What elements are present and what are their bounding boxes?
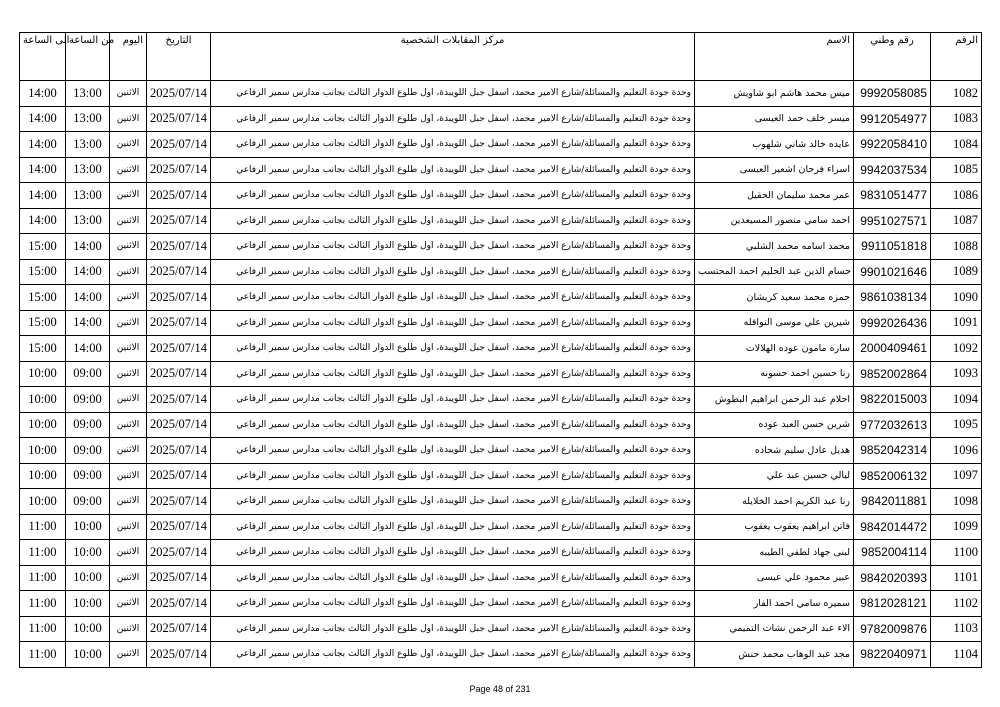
cell-center: وحدة جودة التعليم والمسائلة/شارع الامير محمد، اسفل جبل اللويبدة، اول طلوع الدوار الثالث بجانب مدارس سمير الرفاعي <box>211 616 695 642</box>
cell-center: وحدة جودة التعليم والمسائلة/شارع الامير محمد، اسفل جبل اللويبدة، اول طلوع الدوار الثالث بجانب مدارس سمير الرفاعي <box>211 336 695 362</box>
cell-to-time: 11:00 <box>20 540 66 566</box>
cell-date: 2025/07/14 <box>147 514 211 540</box>
cell-from-time: 09:00 <box>66 361 110 387</box>
cell-from-time: 13:00 <box>66 208 110 234</box>
cell-national-id: 9992058085 <box>854 81 931 107</box>
cell-number: 1097 <box>931 463 982 489</box>
table-row <box>20 106 982 132</box>
cell-national-id: 9842020393 <box>854 565 931 591</box>
cell-from-time: 14:00 <box>66 336 110 362</box>
cell-national-id: 9852042314 <box>854 438 931 464</box>
cell-national-id: 9861038134 <box>854 285 931 311</box>
cell-name: شرين حسن العبد عوده <box>695 412 854 438</box>
cell-date: 2025/07/14 <box>147 565 211 591</box>
table-row <box>20 183 982 209</box>
cell-date: 2025/07/14 <box>147 412 211 438</box>
cell-national-id: 9812028121 <box>854 591 931 617</box>
cell-date: 2025/07/14 <box>147 361 211 387</box>
table-row <box>20 336 982 362</box>
cell-national-id: 9772032613 <box>854 412 931 438</box>
header-day: اليوم <box>110 33 147 81</box>
cell-name: عبير محمود علي عيسى <box>695 565 854 591</box>
cell-from-time: 10:00 <box>66 642 110 668</box>
cell-from-time: 09:00 <box>66 412 110 438</box>
cell-number: 1089 <box>931 259 982 285</box>
cell-date: 2025/07/14 <box>147 310 211 336</box>
cell-day: الاثنين <box>110 412 147 438</box>
cell-from-time: 13:00 <box>66 183 110 209</box>
cell-from-time: 14:00 <box>66 285 110 311</box>
cell-name: اسراء فرحان اشعير العيسى <box>695 157 854 183</box>
cell-name: ميسر خلف حمد العيسى <box>695 106 854 132</box>
cell-name: مجد عبد الوهاب محمد حنش <box>695 642 854 668</box>
cell-name: عايده خالد شاني شلهوب <box>695 132 854 158</box>
cell-number: 1100 <box>931 540 982 566</box>
cell-date: 2025/07/14 <box>147 183 211 209</box>
cell-center: وحدة جودة التعليم والمسائلة/شارع الامير محمد، اسفل جبل اللويبدة، اول طلوع الدوار الثالث بجانب مدارس سمير الرفاعي <box>211 81 695 107</box>
cell-day: الاثنين <box>110 463 147 489</box>
cell-name: رنا عبد الكريم احمد الخلايله <box>695 489 854 515</box>
cell-name: احلام عبد الرحمن ابراهيم البطوش <box>695 387 854 413</box>
cell-center: وحدة جودة التعليم والمسائلة/شارع الامير محمد، اسفل جبل اللويبدة، اول طلوع الدوار الثالث بجانب مدارس سمير الرفاعي <box>211 540 695 566</box>
cell-national-id: 9831051477 <box>854 183 931 209</box>
cell-number: 1090 <box>931 285 982 311</box>
cell-number: 1098 <box>931 489 982 515</box>
cell-day: الاثنين <box>110 336 147 362</box>
table-row <box>20 81 982 107</box>
cell-number: 1091 <box>931 310 982 336</box>
cell-name: شيرين علي موسى النوافله <box>695 310 854 336</box>
header-national-id: رقم وطني <box>854 33 931 81</box>
cell-number: 1088 <box>931 234 982 260</box>
table-row <box>20 361 982 387</box>
cell-date: 2025/07/14 <box>147 259 211 285</box>
cell-name: الاء عبد الرحمن نشات التميمي <box>695 616 854 642</box>
cell-national-id: 9782009876 <box>854 616 931 642</box>
table-row <box>20 616 982 642</box>
cell-date: 2025/07/14 <box>147 106 211 132</box>
cell-date: 2025/07/14 <box>147 234 211 260</box>
cell-number: 1093 <box>931 361 982 387</box>
cell-number: 1104 <box>931 642 982 668</box>
cell-name: ساره مامون عوده الهلالات <box>695 336 854 362</box>
cell-date: 2025/07/14 <box>147 540 211 566</box>
header-name: الاسم <box>695 33 854 81</box>
cell-number: 1087 <box>931 208 982 234</box>
cell-date: 2025/07/14 <box>147 157 211 183</box>
cell-center: وحدة جودة التعليم والمسائلة/شارع الامير محمد، اسفل جبل اللويبدة، اول طلوع الدوار الثالث بجانب مدارس سمير الرفاعي <box>211 489 695 515</box>
cell-name: حسام الدين عبد الحليم احمد المحتسب <box>695 259 854 285</box>
cell-center: وحدة جودة التعليم والمسائلة/شارع الامير محمد، اسفل جبل اللويبدة، اول طلوع الدوار الثالث بجانب مدارس سمير الرفاعي <box>211 132 695 158</box>
cell-day: الاثنين <box>110 208 147 234</box>
cell-center: وحدة جودة التعليم والمسائلة/شارع الامير محمد، اسفل جبل اللويبدة، اول طلوع الدوار الثالث بجانب مدارس سمير الرفاعي <box>211 361 695 387</box>
cell-day: الاثنين <box>110 361 147 387</box>
cell-name: محمد اسامه محمد الشلبي <box>695 234 854 260</box>
cell-national-id: 9992026436 <box>854 310 931 336</box>
cell-to-time: 14:00 <box>20 106 66 132</box>
cell-to-time: 14:00 <box>20 81 66 107</box>
cell-center: وحدة جودة التعليم والمسائلة/شارع الامير محمد، اسفل جبل اللويبدة، اول طلوع الدوار الثالث بجانب مدارس سمير الرفاعي <box>211 463 695 489</box>
cell-name: حمزه محمد سعيد كريشان <box>695 285 854 311</box>
cell-from-time: 10:00 <box>66 565 110 591</box>
cell-to-time: 11:00 <box>20 514 66 540</box>
cell-center: وحدة جودة التعليم والمسائلة/شارع الامير محمد، اسفل جبل اللويبدة، اول طلوع الدوار الثالث بجانب مدارس سمير الرفاعي <box>211 642 695 668</box>
cell-number: 1086 <box>931 183 982 209</box>
cell-center: وحدة جودة التعليم والمسائلة/شارع الامير محمد، اسفل جبل اللويبدة، اول طلوع الدوار الثالث بجانب مدارس سمير الرفاعي <box>211 565 695 591</box>
cell-to-time: 14:00 <box>20 157 66 183</box>
cell-center: وحدة جودة التعليم والمسائلة/شارع الامير محمد، اسفل جبل اللويبدة، اول طلوع الدوار الثالث بجانب مدارس سمير الرفاعي <box>211 157 695 183</box>
cell-to-time: 10:00 <box>20 489 66 515</box>
cell-name: ليالي حسين عبد علي <box>695 463 854 489</box>
table-row <box>20 514 982 540</box>
table-row <box>20 157 982 183</box>
table-row <box>20 310 982 336</box>
cell-day: الاثنين <box>110 183 147 209</box>
cell-number: 1094 <box>931 387 982 413</box>
cell-name: احمد سامي منصور المسيعدين <box>695 208 854 234</box>
cell-from-time: 14:00 <box>66 259 110 285</box>
cell-number: 1095 <box>931 412 982 438</box>
cell-from-time: 10:00 <box>66 514 110 540</box>
cell-number: 1085 <box>931 157 982 183</box>
header-from-time: من الساعة <box>66 33 110 81</box>
cell-date: 2025/07/14 <box>147 81 211 107</box>
cell-from-time: 09:00 <box>66 489 110 515</box>
cell-from-time: 10:00 <box>66 591 110 617</box>
cell-national-id: 9912054977 <box>854 106 931 132</box>
cell-national-id: 9942037534 <box>854 157 931 183</box>
cell-national-id: 9852002864 <box>854 361 931 387</box>
table-row <box>20 642 982 668</box>
cell-national-id: 9822015003 <box>854 387 931 413</box>
cell-national-id: 9842011881 <box>854 489 931 515</box>
cell-to-time: 11:00 <box>20 591 66 617</box>
table-row <box>20 489 982 515</box>
cell-day: الاثنين <box>110 387 147 413</box>
cell-day: الاثنين <box>110 438 147 464</box>
cell-to-time: 11:00 <box>20 642 66 668</box>
cell-to-time: 15:00 <box>20 310 66 336</box>
table-row <box>20 540 982 566</box>
cell-national-id: 9852004114 <box>854 540 931 566</box>
cell-center: وحدة جودة التعليم والمسائلة/شارع الامير محمد، اسفل جبل اللويبدة، اول طلوع الدوار الثالث بجانب مدارس سمير الرفاعي <box>211 310 695 336</box>
cell-from-time: 09:00 <box>66 438 110 464</box>
cell-center: وحدة جودة التعليم والمسائلة/شارع الامير محمد، اسفل جبل اللويبدة، اول طلوع الدوار الثالث بجانب مدارس سمير الرفاعي <box>211 514 695 540</box>
cell-day: الاثنين <box>110 310 147 336</box>
cell-to-time: 11:00 <box>20 616 66 642</box>
table-row <box>20 285 982 311</box>
header-date: التاريخ <box>147 33 211 81</box>
table-row <box>20 132 982 158</box>
cell-date: 2025/07/14 <box>147 616 211 642</box>
table-row <box>20 463 982 489</box>
cell-number: 1099 <box>931 514 982 540</box>
cell-date: 2025/07/14 <box>147 387 211 413</box>
cell-name: سميره سامي احمد الفار <box>695 591 854 617</box>
cell-day: الاثنين <box>110 514 147 540</box>
cell-from-time: 09:00 <box>66 387 110 413</box>
cell-day: الاثنين <box>110 489 147 515</box>
cell-center: وحدة جودة التعليم والمسائلة/شارع الامير محمد، اسفل جبل اللويبدة، اول طلوع الدوار الثالث بجانب مدارس سمير الرفاعي <box>211 259 695 285</box>
cell-center: وحدة جودة التعليم والمسائلة/شارع الامير محمد، اسفل جبل اللويبدة، اول طلوع الدوار الثالث بجانب مدارس سمير الرفاعي <box>211 591 695 617</box>
cell-name: ميس محمد هاشم ابو شاويش <box>695 81 854 107</box>
cell-date: 2025/07/14 <box>147 463 211 489</box>
cell-from-time: 13:00 <box>66 157 110 183</box>
cell-day: الاثنين <box>110 540 147 566</box>
cell-number: 1103 <box>931 616 982 642</box>
cell-center: وحدة جودة التعليم والمسائلة/شارع الامير محمد، اسفل جبل اللويبدة، اول طلوع الدوار الثالث بجانب مدارس سمير الرفاعي <box>211 183 695 209</box>
cell-national-id: 2000409461 <box>854 336 931 362</box>
cell-center: وحدة جودة التعليم والمسائلة/شارع الامير محمد، اسفل جبل اللويبدة، اول طلوع الدوار الثالث بجانب مدارس سمير الرفاعي <box>211 387 695 413</box>
cell-to-time: 14:00 <box>20 132 66 158</box>
cell-number: 1082 <box>931 81 982 107</box>
table-row <box>20 565 982 591</box>
cell-from-time: 14:00 <box>66 234 110 260</box>
cell-to-time: 10:00 <box>20 463 66 489</box>
table-row <box>20 259 982 285</box>
cell-national-id: 9822040971 <box>854 642 931 668</box>
cell-to-time: 10:00 <box>20 361 66 387</box>
cell-date: 2025/07/14 <box>147 132 211 158</box>
cell-national-id: 9901021646 <box>854 259 931 285</box>
cell-from-time: 13:00 <box>66 106 110 132</box>
header-to-time: الى الساعة <box>20 33 66 81</box>
cell-center: وحدة جودة التعليم والمسائلة/شارع الامير محمد، اسفل جبل اللويبدة، اول طلوع الدوار الثالث بجانب مدارس سمير الرفاعي <box>211 106 695 132</box>
cell-number: 1096 <box>931 438 982 464</box>
cell-to-time: 15:00 <box>20 336 66 362</box>
cell-from-time: 13:00 <box>66 132 110 158</box>
cell-to-time: 10:00 <box>20 438 66 464</box>
cell-day: الاثنين <box>110 106 147 132</box>
cell-date: 2025/07/14 <box>147 642 211 668</box>
cell-day: الاثنين <box>110 259 147 285</box>
table-row <box>20 412 982 438</box>
cell-number: 1084 <box>931 132 982 158</box>
cell-day: الاثنين <box>110 81 147 107</box>
cell-from-time: 10:00 <box>66 616 110 642</box>
cell-to-time: 10:00 <box>20 387 66 413</box>
interview-schedule-table <box>19 32 982 668</box>
cell-name: هديل عادل سليم شحاده <box>695 438 854 464</box>
cell-from-time: 13:00 <box>66 81 110 107</box>
cell-day: الاثنين <box>110 642 147 668</box>
cell-to-time: 15:00 <box>20 234 66 260</box>
cell-national-id: 9842014472 <box>854 514 931 540</box>
table-row <box>20 208 982 234</box>
cell-name: لبنى جهاد لطفي الطيبه <box>695 540 854 566</box>
cell-from-time: 09:00 <box>66 463 110 489</box>
cell-date: 2025/07/14 <box>147 438 211 464</box>
table-row <box>20 234 982 260</box>
cell-day: الاثنين <box>110 616 147 642</box>
cell-from-time: 10:00 <box>66 540 110 566</box>
cell-national-id: 9852006132 <box>854 463 931 489</box>
cell-day: الاثنين <box>110 234 147 260</box>
cell-number: 1092 <box>931 336 982 362</box>
cell-name: رنا حسين احمد حسونه <box>695 361 854 387</box>
cell-name: فاتن ابراهيم يعقوب يعقوب <box>695 514 854 540</box>
cell-number: 1083 <box>931 106 982 132</box>
page-footer: Page 48 of 231 <box>469 684 531 694</box>
cell-national-id: 9911051818 <box>854 234 931 260</box>
cell-day: الاثنين <box>110 565 147 591</box>
cell-date: 2025/07/14 <box>147 336 211 362</box>
table-body <box>20 81 982 668</box>
table-row <box>20 387 982 413</box>
cell-to-time: 15:00 <box>20 285 66 311</box>
cell-date: 2025/07/14 <box>147 591 211 617</box>
cell-to-time: 10:00 <box>20 412 66 438</box>
cell-national-id: 9922058410 <box>854 132 931 158</box>
cell-date: 2025/07/14 <box>147 285 211 311</box>
cell-name: عمر محمد سليمان الحقيل <box>695 183 854 209</box>
table-row <box>20 591 982 617</box>
cell-national-id: 9951027571 <box>854 208 931 234</box>
cell-day: الاثنين <box>110 285 147 311</box>
cell-center: وحدة جودة التعليم والمسائلة/شارع الامير محمد، اسفل جبل اللويبدة، اول طلوع الدوار الثالث بجانب مدارس سمير الرفاعي <box>211 208 695 234</box>
cell-center: وحدة جودة التعليم والمسائلة/شارع الامير محمد، اسفل جبل اللويبدة، اول طلوع الدوار الثالث بجانب مدارس سمير الرفاعي <box>211 285 695 311</box>
cell-from-time: 14:00 <box>66 310 110 336</box>
cell-center: وحدة جودة التعليم والمسائلة/شارع الامير محمد، اسفل جبل اللويبدة، اول طلوع الدوار الثالث بجانب مدارس سمير الرفاعي <box>211 234 695 260</box>
header-center: مركز المقابلات الشخصية <box>211 33 695 81</box>
table-row <box>20 438 982 464</box>
cell-number: 1101 <box>931 565 982 591</box>
cell-number: 1102 <box>931 591 982 617</box>
cell-date: 2025/07/14 <box>147 208 211 234</box>
cell-to-time: 14:00 <box>20 208 66 234</box>
header-number: الرقم <box>931 33 982 81</box>
cell-day: الاثنين <box>110 132 147 158</box>
cell-date: 2025/07/14 <box>147 489 211 515</box>
cell-center: وحدة جودة التعليم والمسائلة/شارع الامير محمد، اسفل جبل اللويبدة، اول طلوع الدوار الثالث بجانب مدارس سمير الرفاعي <box>211 438 695 464</box>
cell-day: الاثنين <box>110 591 147 617</box>
cell-to-time: 14:00 <box>20 183 66 209</box>
cell-day: الاثنين <box>110 157 147 183</box>
cell-to-time: 15:00 <box>20 259 66 285</box>
cell-center: وحدة جودة التعليم والمسائلة/شارع الامير محمد، اسفل جبل اللويبدة، اول طلوع الدوار الثالث بجانب مدارس سمير الرفاعي <box>211 412 695 438</box>
header-row <box>20 33 982 81</box>
cell-to-time: 11:00 <box>20 565 66 591</box>
